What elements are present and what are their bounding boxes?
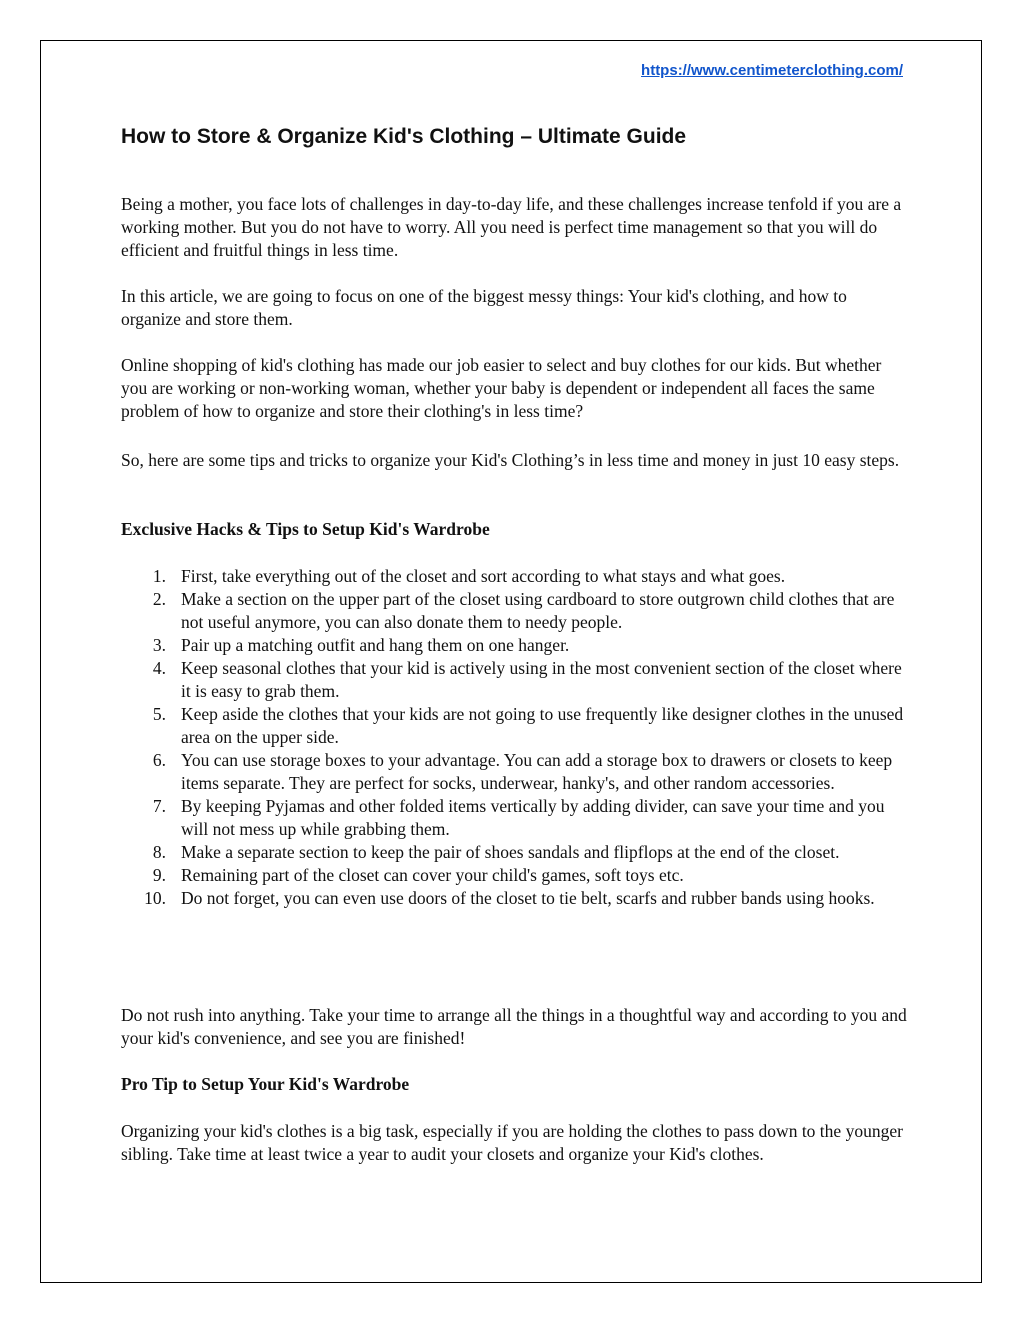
pro-tip-heading: Pro Tip to Setup Your Kid's Wardrobe [121,1074,410,1094]
list-item-number: 6. [152,750,166,770]
list-item [121,657,911,703]
intro-paragraph-1: Being a mother, you face lots of challenges in day-to-day life, and these challenges increase tenfold if you are a working mother. But you do not have to worry. All you need is perfect time management so that you will do efficient and fruitful things in less time. [121,194,902,260]
intro-paragraph-4: So, here are some tips and tricks to organize your Kid's Clothing’s in less time and money in just 10 easy steps. [121,450,900,470]
article-title: How to Store & Organize Kid's Clothing – Ultimate Guide [121,125,687,148]
list-item-text: Make a separate section to keep the pair of shoes sandals and flipflops at the end of the closet. [181,842,840,862]
list-item-text: By keeping Pyjamas and other folded items vertically by adding divider, can save your time and you will not mess up while grabbing them. [181,796,885,839]
list-item [121,634,911,657]
list-item-text: Pair up a matching outfit and hang them on one hanger. [181,635,570,655]
list-item-text: Make a section on the upper part of the closet using cardboard to store outgrown child clothes that are not useful anymore, you can also donate them to needy people. [181,589,895,632]
list-item-number: 3. [152,635,166,655]
pro-tip-paragraph: Organizing your kid's clothes is a big task, especially if you are holding the clothes to pass down to the younger sibling. Take time at least twice a year to audit your closets and organize your Kid's clothes. [121,1121,903,1164]
list-item-number: 8. [152,842,166,862]
website-url-link[interactable]: https://www.centimeterclothing.com/ [641,62,903,79]
list-item-text: Keep seasonal clothes that your kid is actively using in the most convenient section of the closet where it is easy to grab them. [181,658,902,701]
list-item-text: Keep aside the clothes that your kids are not going to use frequently like designer clothes in the unused area on the upper side. [181,704,904,747]
hacks-list [121,565,911,910]
list-item [121,749,911,795]
list-item [121,841,911,864]
intro-paragraph-3: Online shopping of kid's clothing has made our job easier to select and buy clothes for our kids. But whether you are working or non-working woman, whether your baby is dependent or independent all faces the same problem of how to organize and store their clothing's in less time? [121,355,882,421]
list-item-number: 2. [152,589,166,609]
list-item-number: 7. [152,796,166,816]
list-item-number: 1. [152,566,166,586]
list-item [121,565,911,588]
list-item [121,703,911,749]
list-item [121,588,911,634]
closing-paragraph: Do not rush into anything. Take your time to arrange all the things in a thoughtful way and according to you and your kid's convenience, and see you are finished! [121,1005,907,1048]
list-item-number: 10. [144,888,166,908]
list-item-text: You can use storage boxes to your advantage. You can add a storage box to drawers or closets to keep items separate. They are perfect for socks, underwear, hanky's, and other random accessories. [181,750,893,793]
list-item-number: 5. [152,704,166,724]
list-item-text: Remaining part of the closet can cover your child's games, soft toys etc. [181,865,684,885]
list-item-text: First, take everything out of the closet and sort according to what stays and what goes. [181,566,786,586]
intro-paragraph-2: In this article, we are going to focus on one of the biggest messy things: Your kid's clothing, and how to organize and store them. [121,286,847,329]
list-item [121,864,911,887]
list-item [121,795,911,841]
hacks-heading: Exclusive Hacks & Tips to Setup Kid's Wardrobe [121,519,490,539]
list-item [121,887,911,910]
list-item-text: Do not forget, you can even use doors of the closet to tie belt, scarfs and rubber bands using hooks. [181,888,875,908]
list-item-number: 9. [152,865,166,885]
list-item-number: 4. [152,658,166,678]
